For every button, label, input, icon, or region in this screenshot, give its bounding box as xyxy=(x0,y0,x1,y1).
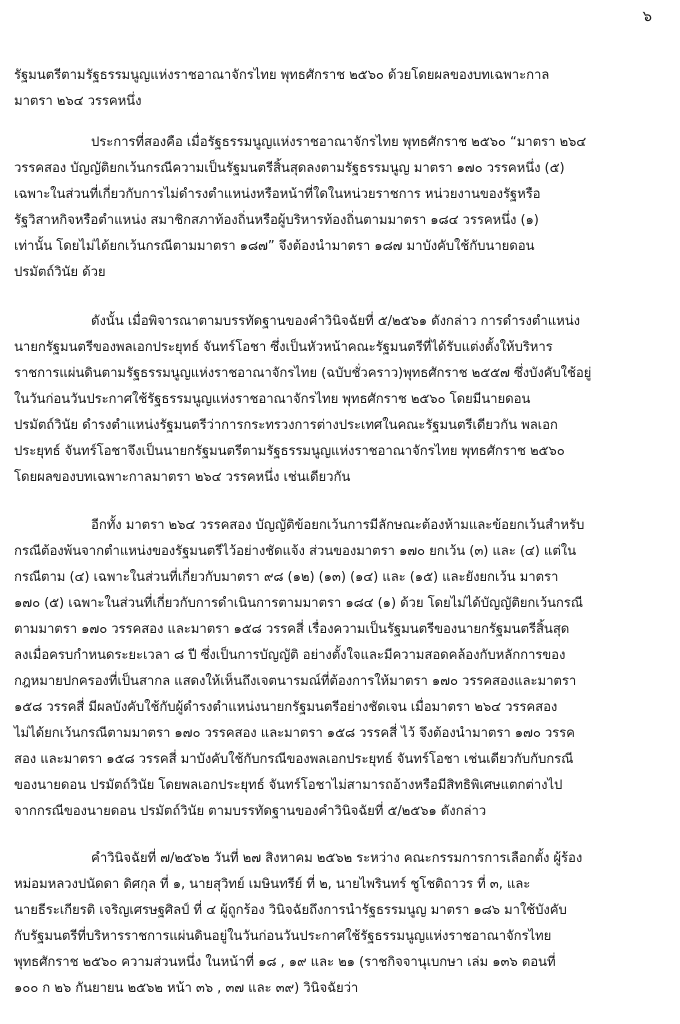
paragraph-5-line-4: กับรัฐมนตรีที่บริหารราชการแผ่นดินอยู่ในวันก่อนวันประกาศใช้รัฐธรรมนูญแห่งราชอาณาจักรไทย xyxy=(14,929,552,944)
paragraph-5-line-3: นายธีระเกียรติ เจริญเศรษฐศิลป์ ที่ ๔ ผู้ถูกร้อง วินิจฉัยถึงการนำรัฐธรรมนูญ มาตรา ๑๘๖ มาใช้บังคับ xyxy=(14,903,567,918)
paragraph-3-line-6: ประยุทธ์ จันทร์โอชาจึงเป็นนายกรัฐมนตรีตามรัฐธรรมนูญแห่งราชอาณาจักรไทย พุทธศักราช ๒๕๖๐ xyxy=(14,444,565,459)
paragraph-4-line-4: ๑๗๐ (๕) เฉพาะในส่วนที่เกี่ยวกับการดำเนินการตามมาตรา ๑๘๔ (๑) ด้วย โดยไม่ได้บัญญัติยกเว้นกรณี xyxy=(14,596,583,611)
paragraph-4-line-6: ลงเมื่อครบกำหนดระยะเวลา ๘ ปี ซึ่งเป็นการบัญญัติ อย่างตั้งใจและมีความสอดคล้องกับหลักการของ xyxy=(14,648,566,663)
paragraph-3-line-2: นายกรัฐมนตรีของพลเอกประยุทธ์ จันทร์โอชา ซึ่งเป็นหัวหน้าคณะรัฐมนตรีที่ได้รับแต่งตั้งให้บริหาร xyxy=(14,340,553,355)
paragraph-4-line-9: ไม่ได้ยกเว้นกรณีตามมาตรา ๑๗๐ วรรคสอง และมาตรา ๑๕๘ วรรคสี่ ไว้ จึงต้องนำมาตรา ๑๗๐ วรรค xyxy=(14,726,575,741)
paragraph-2-line-4: รัฐวิสาหกิจหรือตำแหน่ง สมาชิกสภาท้องถิ่นหรือผู้บริหารท้องถิ่นตามมาตรา ๑๘๔ วรรคหนึ่ง (๑) xyxy=(14,213,539,228)
paragraph-4-line-5: ตามมาตรา ๑๗๐ วรรคสอง และมาตรา ๑๕๘ วรรคสี่ เรื่องความเป็นรัฐมนตรีของนายกรัฐมนตรีสิ้นสุด xyxy=(14,622,570,637)
page-number: ๖ xyxy=(642,7,652,25)
paragraph-5-line-6: ๑๐๐ ก ๒๖ กันยายน ๒๕๖๒ หน้า ๓๖ , ๓๗ และ ๓๙) วินิจฉัยว่า xyxy=(14,981,359,996)
paragraph-4-line-2: กรณีต้องพ้นจากตำแหน่งของรัฐมนตรีไว้อย่างชัดแจ้ง ส่วนของมาตรา ๑๗๐ ยกเว้น (๓) และ (๔) แต่ใน xyxy=(14,544,577,559)
paragraph-3-line-5: ปรมัตถ์วินัย ดำรงตำแหน่งรัฐมนตรีว่าการกระทรวงการต่างประเทศในคณะรัฐมนตรีเดียวกัน พลเอก xyxy=(14,418,558,433)
paragraph-5-line-5: พุทธศักราช ๒๕๖๐ ความส่วนหนึ่ง ในหน้าที่ ๑๘ , ๑๙ และ ๒๑ (ราชกิจจานุเบกษา เล่ม ๑๓๖ ตอนที่ xyxy=(14,955,556,970)
paragraph-1-line-1: รัฐมนตรีตามรัฐธรรมนูญแห่งราชอาณาจักรไทย พุทธศักราช ๒๕๖๐ ด้วยโดยผลของบทเฉพาะกาล xyxy=(14,68,550,83)
paragraph-3-line-4: ในวันก่อนวันประกาศใช้รัฐธรรมนูญแห่งราชอาณาจักรไทย พุทธศักราช ๒๕๖๐ โดยมีนายดอน xyxy=(14,392,531,407)
paragraph-4-line-1: อีกทั้ง มาตรา ๒๖๔ วรรคสอง บัญญัติข้อยกเว้นการมีลักษณะต้องห้ามและข้อยกเว้นสำหรับ xyxy=(91,518,585,533)
paragraph-4-line-12: จากกรณีของนายดอน ปรมัตถ์วินัย ตามบรรทัดฐานของคำวินิจฉัยที่ ๕/๒๕๖๑ ดังกล่าว xyxy=(14,804,487,819)
paragraph-2-line-5: เท่านั้น โดยไม่ได้ยกเว้นกรณีตามมาตรา ๑๘๗” จึงต้องนำมาตรา ๑๘๗ มาบังคับใช้กับนายดอน xyxy=(14,239,535,254)
paragraph-3-line-7: โดยผลของบทเฉพาะกาลมาตรา ๒๖๔ วรรคหนึ่ง เช่นเดียวกัน xyxy=(14,470,351,485)
paragraph-3-line-1: ดังนั้น เมื่อพิจารณาตามบรรทัดฐานของคำวินิจฉัยที่ ๕/๒๕๖๑ ดังกล่าว การดำรงตำแหน่ง xyxy=(91,314,580,329)
paragraph-3-line-3: ราชการแผ่นดินตามรัฐธรรมนูญแห่งราชอาณาจักรไทย (ฉบับชั่วคราว)พุทธศักราช ๒๕๕๗ ซึ่งบังคับใช้อยู่ xyxy=(14,366,592,381)
paragraph-4-line-10: สอง และมาตรา ๑๕๘ วรรคสี่ มาบังคับใช้กับกรณีของพลเอกประยุทธ์ จันทร์โอชา เช่นเดียวกับกับกรณี xyxy=(14,752,574,767)
paragraph-2-line-6: ปรมัตถ์วินัย ด้วย xyxy=(14,265,106,280)
paragraph-2-line-2: วรรคสอง บัญญัติยกเว้นกรณีความเป็นรัฐมนตรีสิ้นสุดลงตามรัฐธรรมนูญ มาตรา ๑๗๐ วรรคหนึ่ง (๕) xyxy=(14,161,565,176)
paragraph-5-line-2: หม่อมหลวงปนัดดา ดิศกุล ที่ ๑, นายสุวิทย์ เมษินทรีย์ ที่ ๒, นายไพรินทร์ ชูโชติถาวร ที่ ๓, และ xyxy=(14,877,531,892)
paragraph-2-line-3: เฉพาะในส่วนที่เกี่ยวกับการไม่ดำรงตำแหน่งหรือหน้าที่ใดในหน่วยราชการ หน่วยงานของรัฐหรือ xyxy=(14,187,541,202)
paragraph-1-line-2: มาตรา ๒๖๔ วรรคหนึ่ง xyxy=(14,94,142,109)
paragraph-5-line-1: คำวินิจฉัยที่ ๗/๒๕๖๒ วันที่ ๒๗ สิงหาคม ๒๕๖๒ ระหว่าง คณะกรรมการการเลือกตั้ง ผู้ร้อง xyxy=(91,851,583,866)
paragraph-2-line-1: ประการที่สองคือ เมื่อรัฐธรรมนูญแห่งราชอาณาจักรไทย พุทธศักราช ๒๕๖๐ “มาตรา ๒๖๔ xyxy=(91,135,587,150)
paragraph-4-line-8: ๑๕๘ วรรคสี่ มีผลบังคับใช้กับผู้ดำรงตำแหน่งนายกรัฐมนตรีอย่างชัดเจน เมื่อมาตรา ๒๖๔ วรรคสอง xyxy=(14,700,558,715)
paragraph-4-line-11: ของนายดอน ปรมัตถ์วินัย โดยพลเอกประยุทธ์ จันทร์โอชาไม่สามารถอ้างหรือมีสิทธิพิเศษแตกต่างไป xyxy=(14,778,563,793)
paragraph-4-line-7: กฎหมายปกครองที่เป็นสากล แสดงให้เห็นถึงเจตนารมณ์ที่ต้องการให้มาตรา ๑๗๐ วรรคสองและมาตรา xyxy=(14,674,577,689)
paragraph-4-line-3: กรณีตาม (๔) เฉพาะในส่วนที่เกี่ยวกับมาตรา ๙๘ (๑๒) (๑๓) (๑๔) และ (๑๕) และยังยกเว้น มาตรา xyxy=(14,570,559,585)
